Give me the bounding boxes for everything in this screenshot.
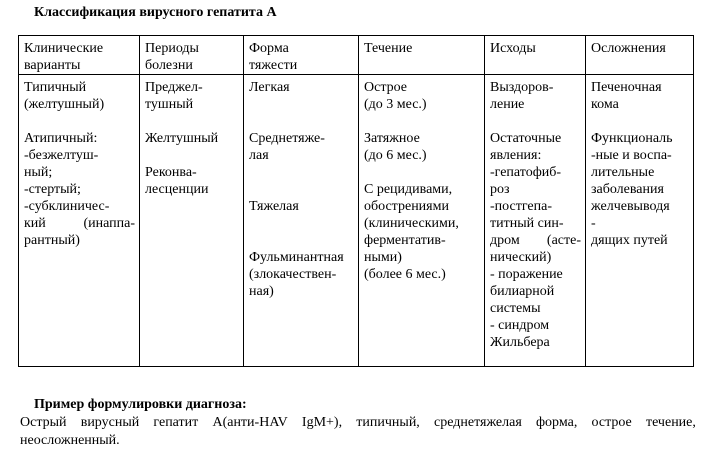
header-complications: Осложнения: [586, 36, 694, 75]
diagnosis-example: [20, 414, 696, 450]
header-outcomes: Исходы: [485, 36, 586, 75]
syndrome-line: дром (асте-: [490, 233, 581, 248]
classification-table: [18, 35, 694, 367]
inapparent-line: кий (инаппа-: [24, 216, 135, 231]
cell-outcomes: Выздоров- ление Остаточные явления: -гепатофиб- роз -постгепа- титный син- дром (асте- нический) - поражение билиарной системы - синдром Жильбера: [485, 75, 586, 367]
document-title: Классификация вирусного гепатита А: [34, 5, 277, 20]
header-severity: Форма тяжести: [244, 36, 359, 75]
cell-clinical-variants: Типичный (желтушный) Атипичный: -безжелтуш- ный; -стертый; -субклиничес- кий (инаппа- рантный): [19, 75, 140, 367]
example-heading: Пример формулировки диагноза:: [34, 397, 247, 412]
header-clinical-variants: Клинические варианты: [19, 36, 140, 75]
table-header-row: [19, 36, 694, 75]
header-course: Течение: [359, 36, 485, 75]
header-disease-periods: Периоды болезни: [140, 36, 244, 75]
diagnosis-line-last: неосложненный.: [20, 433, 120, 448]
cell-course: Острое (до 3 мес.) Затяжное (до 6 мес.) С рецидивами, обострениями (клиническими, ферментатив- ными) (более 6 мес.): [359, 75, 485, 367]
diagnosis-line: Острый вирусный гепатит А(анти-HAV IgM+), типичный, среднетяжелая форма, острое течение,: [20, 415, 696, 430]
cell-complications: Печеночная кома Функциональ -ные и воспа- лительные заболевания желчевыводя - дящих путей: [586, 75, 694, 367]
cell-severity: Легкая Среднетяже- лая Тяжелая Фульминантная (злокачествен- ная): [244, 75, 359, 367]
cell-disease-periods: Преджел- тушный Желтушный Реконва- лесценции: [140, 75, 244, 367]
table-body-row: [19, 75, 694, 367]
